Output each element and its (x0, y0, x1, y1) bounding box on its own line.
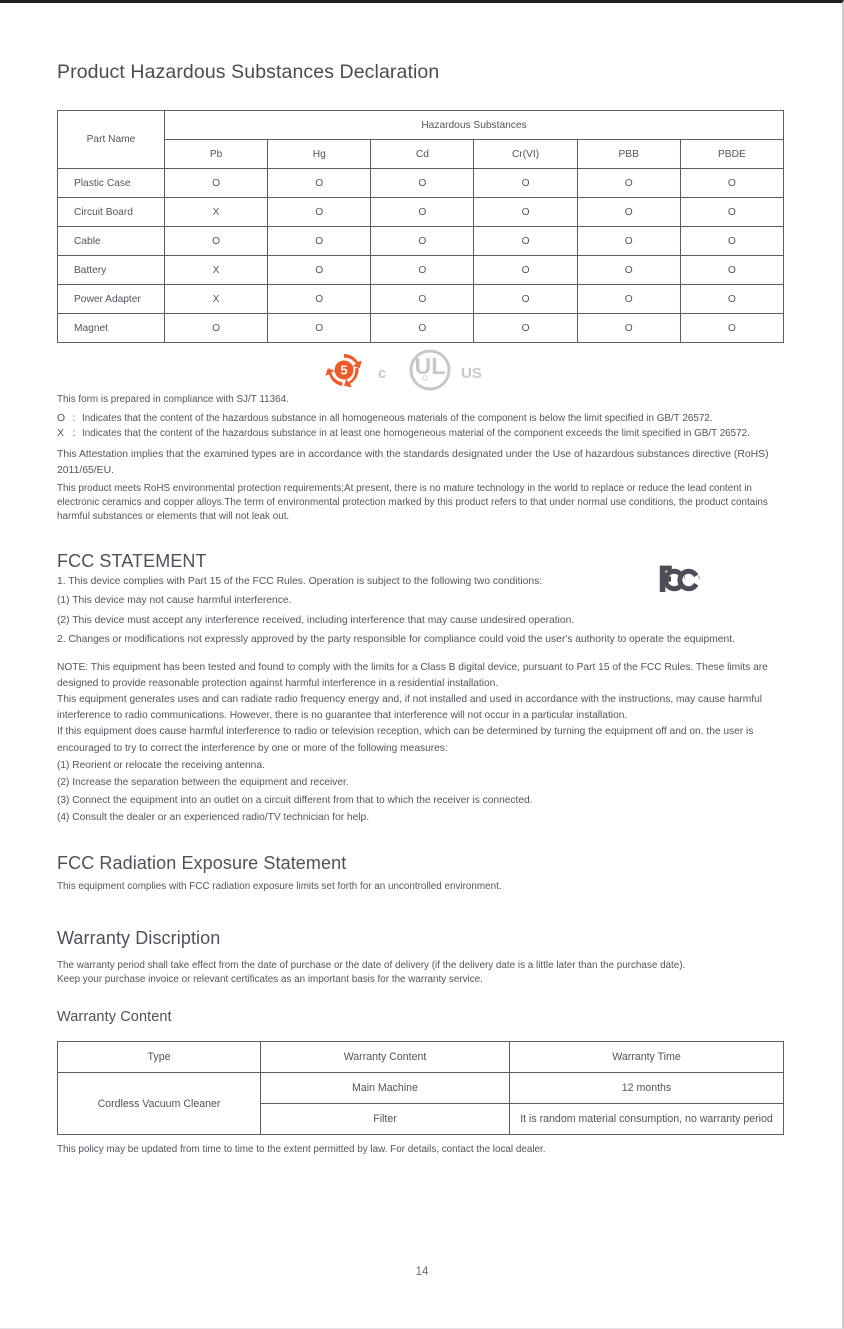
hazard-value-cell: O (577, 285, 680, 314)
legend-symbol-o: O (57, 413, 66, 425)
c-ul-us-listed-icon (375, 349, 487, 391)
certification-logos (57, 349, 784, 393)
legend-text-x: Indicates that the content of the hazardous substance in at least one homogeneous material of the component exceeds the limit specified in GB/T 26572. (82, 428, 750, 440)
fcc-line: 1. This device complies with Part 15 of the FCC Rules. Operation is subject to the following two conditions: (57, 575, 543, 587)
hazard-value-cell: O (474, 198, 577, 227)
part-name-cell: Power Adapter (58, 285, 165, 314)
warranty-content-heading: Warranty Content (57, 1009, 172, 1026)
sjt-form-line: This form is prepared in compliance with SJ/T 11364. (57, 394, 289, 405)
hazard-value-cell: O (268, 198, 371, 227)
fcc-radiation-section (57, 853, 784, 894)
fcc-measure: (1) Reorient or relocate the receiving antenna. (57, 759, 265, 771)
fcc-note-paragraph: NOTE: This equipment has been tested and found to comply with the limits for a Class B digital device, pursuant to Part 15 of the FCC Rules. These limits are designed to provide reasonable protection against harmful interference in a residential installation. (57, 661, 768, 689)
table-row (58, 169, 784, 198)
fcc-measures-list (57, 757, 784, 827)
part-name-cell: Plastic Case (58, 169, 165, 198)
page-content (57, 3, 784, 1158)
fcc-radiation-heading: FCC Radiation Exposure Statement (57, 852, 347, 873)
warranty-content-cell: Main Machine (261, 1073, 510, 1104)
hazard-value-cell: O (371, 227, 474, 256)
hazard-value-cell: O (268, 227, 371, 256)
hazardous-substances-table (57, 110, 784, 343)
table-header-row (58, 111, 784, 140)
hazard-value-cell: O (268, 314, 371, 343)
hazard-value-cell: O (577, 314, 680, 343)
hazard-value-cell: O (165, 227, 268, 256)
hazard-value-cell: O (577, 198, 680, 227)
page-title: Product Hazardous Substances Declaration (57, 61, 440, 83)
hazard-value-cell: O (268, 285, 371, 314)
warranty-header-row (58, 1042, 784, 1073)
legend-colon: : (72, 428, 76, 440)
hazard-value-cell: O (371, 256, 474, 285)
rohs-paragraph: This product meets RoHS environmental protection requirements;At present, there is no mature technology in the world to replace or reduce the lead content in electronic ceramics and copper alloys.The term of environmental protection marked by this product refers to that under normal use conditions, the product contains harmful substances or elements that will not leak out. (57, 483, 768, 523)
part-name-cell: Circuit Board (58, 198, 165, 227)
legend-text-o: Indicates that the content of the hazardous substance in all homogeneous materials of the component is below the limit specified in GB/T 26572. (82, 413, 713, 425)
substance-header-pb: Pb (165, 140, 268, 169)
warranty-type-cell: Cordless Vacuum Cleaner (58, 1073, 261, 1135)
table-row (58, 314, 784, 343)
fcc-measure: (4) Consult the dealer or an experienced radio/TV technician for help. (57, 812, 370, 824)
table-row (58, 227, 784, 256)
hazard-value-cell: O (268, 169, 371, 198)
fcc-note-paragraph: This equipment generates uses and can radiate radio frequency energy and, if not installed and used in accordance with the instructions, may cause harmful interference to radio communications. However, there is no guarantee that interference will not occur in a particular installation. (57, 694, 763, 722)
svg-text:5: 5 (340, 362, 348, 378)
warranty-header-content: Warranty Content (261, 1042, 510, 1073)
hazard-value-cell: X (165, 198, 268, 227)
svg-text:US: US (461, 365, 482, 382)
fcc-measure: (3) Connect the equipment into an outlet on a circuit different from that to which the receiver is connected. (57, 794, 533, 806)
hazard-value-cell: O (680, 198, 783, 227)
fcc-note-paragraphs (57, 660, 784, 757)
hazard-value-cell: X (165, 256, 268, 285)
warranty-policy-note: This policy may be updated from time to time to the extent permitted by law. For details, contact the local dealer. (57, 1144, 546, 1156)
warranty-paragraph-line1: The warranty period shall take effect from the date of purchase or the date of delivery (if the delivery date is a little later than the purchase date). (57, 960, 686, 972)
fcc-radiation-text: This equipment complies with FCC radiation exposure limits set forth for an uncontrolled environment. (57, 880, 502, 892)
part-name-cell: Battery (58, 256, 165, 285)
fcc-line: (1) This device may not cause harmful interference. (57, 595, 292, 607)
hazard-value-cell: O (474, 256, 577, 285)
fcc-statement-heading: FCC STATEMENT (57, 550, 207, 571)
warranty-table (57, 1041, 784, 1135)
warranty-header-time: Warranty Time (510, 1042, 784, 1073)
substance-header-cd: Cd (371, 140, 474, 169)
fcc-note-paragraph: If this equipment does cause harmful interference to radio or television reception, which can be determined by turning the equipment off and on. the user is encouraged to try to correct the interference by one or more of the following measures: (57, 726, 754, 754)
warranty-time-cell: 12 months (510, 1073, 784, 1104)
hazard-value-cell: O (165, 169, 268, 198)
fcc-measure: (2) Increase the separation between the equipment and receiver. (57, 777, 349, 789)
fcc-statement-section (57, 551, 784, 827)
hazard-value-cell: O (577, 256, 680, 285)
hazard-value-cell: O (680, 256, 783, 285)
attestation-paragraph: This Attestation implies that the examined types are in accordance with the standards designated under the Use of hazardous substances directive (RoHS) 2011/65/EU. (57, 449, 769, 476)
hazard-value-cell: O (268, 256, 371, 285)
warranty-heading: Warranty Discription (57, 928, 221, 949)
warranty-header-type: Type (58, 1042, 261, 1073)
hazard-value-cell: O (371, 314, 474, 343)
hazard-value-cell: O (680, 169, 783, 198)
legend-row-x (57, 426, 784, 441)
svg-text:UL: UL (414, 353, 446, 379)
fcc-line: (2) This device must accept any interference received, including interference that may cause undesired operation. (57, 614, 575, 626)
hazard-value-cell: O (165, 314, 268, 343)
part-name-cell: Cable (58, 227, 165, 256)
hazard-value-cell: O (371, 198, 474, 227)
table-subheader-row (58, 140, 784, 169)
hazard-value-cell: O (577, 227, 680, 256)
table-row (58, 1073, 784, 1104)
hazard-value-cell: O (371, 285, 474, 314)
hazard-value-cell: X (165, 285, 268, 314)
hazard-value-cell: O (680, 227, 783, 256)
svg-text:c: c (378, 365, 387, 382)
substance-header-pbb: PBB (577, 140, 680, 169)
table-row (58, 198, 784, 227)
hazard-value-cell: O (474, 169, 577, 198)
substance-header-hg: Hg (268, 140, 371, 169)
part-name-cell: Magnet (58, 314, 165, 343)
hazard-value-cell: O (474, 314, 577, 343)
legend-row-o (57, 411, 784, 426)
rohs-5-year-epup-icon (325, 351, 363, 389)
hazard-value-cell: O (371, 169, 474, 198)
hazard-value-cell: O (577, 169, 680, 198)
hazardous-substances-header: Hazardous Substances (165, 111, 784, 140)
warranty-paragraph-line2: Keep your purchase invoice or relevant certificates as an important basis for the warranty service. (57, 974, 483, 986)
legend-colon: : (72, 413, 76, 425)
fcc-icon (659, 563, 707, 597)
part-name-header: Part Name (58, 111, 165, 169)
hazard-value-cell: O (680, 314, 783, 343)
warranty-time-cell: It is random material consumption, no warranty period (510, 1104, 784, 1135)
fcc-line: 2. Changes or modifications not expressly approved by the party responsible for compliance could void the user's authority to operate the equipment. (57, 634, 735, 646)
page-number: 14 (415, 1266, 429, 1278)
hazard-value-cell: O (474, 227, 577, 256)
warranty-content-cell: Filter (261, 1104, 510, 1135)
table-row (58, 285, 784, 314)
substance-header-crvi: Cr(VI) (474, 140, 577, 169)
warranty-section (57, 928, 784, 1158)
hazard-value-cell: O (680, 285, 783, 314)
table-row (58, 256, 784, 285)
substance-header-pbde: PBDE (680, 140, 783, 169)
legend-symbol-x: X (57, 428, 64, 440)
hazard-value-cell: O (474, 285, 577, 314)
